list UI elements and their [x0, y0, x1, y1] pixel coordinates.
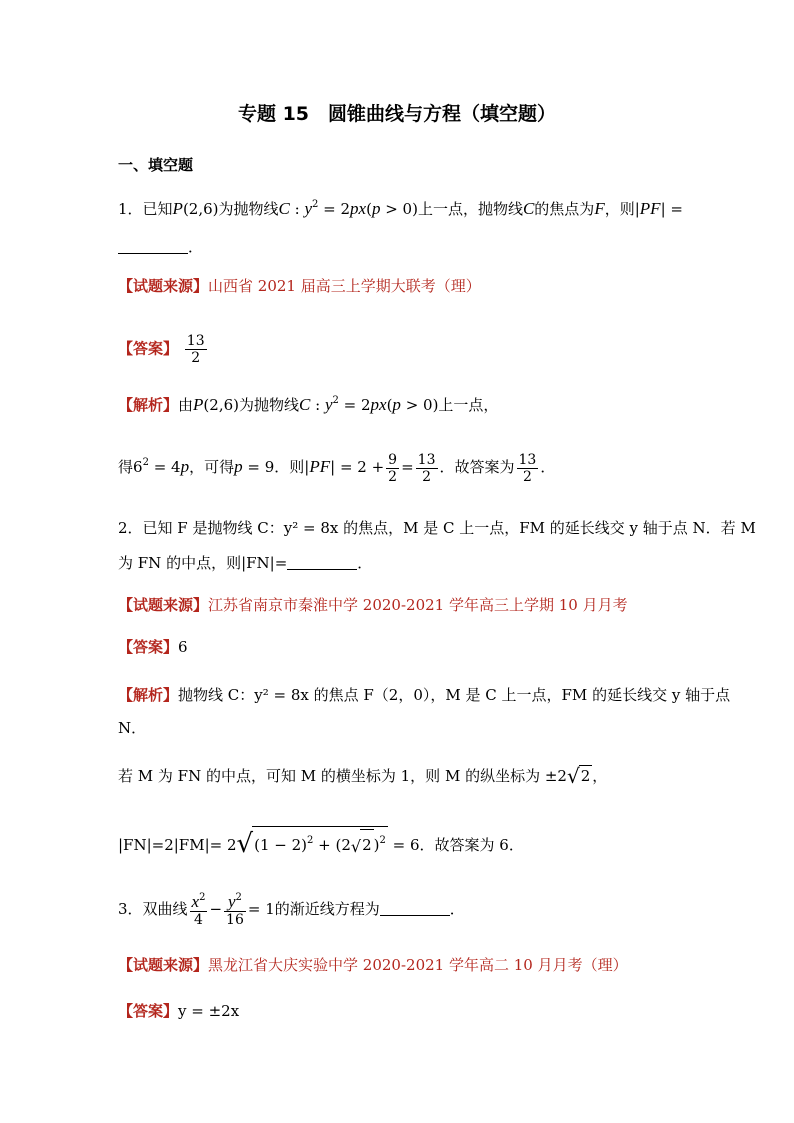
q2-stem-line1: 2．已知 F 是抛物线 C：y² = 8x 的焦点，M 是 C 上一点，FM 的延长线交 y 轴于点 N．若 M: [118, 519, 756, 537]
q2-analysis-line2: 若 M 为 FN 的中点，可知 M 的横坐标为 1，则 M 的纵坐标为 ±2√2 ，: [118, 764, 608, 788]
q2-answer: 【答案】6: [118, 638, 188, 656]
q2-analysis-line1: 【解析】抛物线 C：y² = 8x 的焦点 F（2，0），M 是 C 上一点，FM 的延长线交 y 轴于点: [118, 686, 731, 704]
q3-source: 【试题来源】黑龙江省大庆实验中学 2020-2021 学年高二 10 月月考（理）: [118, 956, 628, 974]
q1-analysis-line1: 【解析】由P(2,6)为抛物线C : $y^2 = 2px(p > 0)$上一点，: [118, 395, 499, 414]
q2-analysis-line1b: N．: [118, 719, 147, 737]
answer-blank: [118, 253, 188, 254]
q2-source: 【试题来源】江苏省南京市秦淮中学 2020-2021 学年高三上学期 10 月月考: [118, 596, 628, 614]
answer-fraction: $\frac{13}{2}$: [186, 333, 205, 366]
answer-blank: [287, 569, 357, 570]
answer-blank: [380, 915, 450, 916]
q3-answer: 【答案】y = ±2x: [118, 1002, 240, 1020]
q1-source: 【试题来源】山西省 2021 届高三上学期大联考（理）: [118, 277, 481, 295]
q1-stem: 1．已知P(2,6)为抛物线C : $y^2 = 2px(p > 0)$上一点，抛物线C的焦点为F，则|PF| =: [118, 199, 683, 218]
q1-blank-line: ．: [118, 237, 203, 257]
q2-analysis-line3: $|FN|=2|FM|= 2√(1 - 2)^2 + (2√2$ )$^2$ = 6．故答案为 6．: [118, 826, 524, 862]
q2-stem-line2: 为 FN 的中点，则|FN|= ．: [118, 554, 373, 572]
q3-stem: 3．双曲线 $\frac{x^2}{4}$ − $\frac{y^2}{16}$ = 1的渐近线方程为 ．: [118, 892, 465, 928]
section-heading: 一、填空题: [118, 156, 194, 174]
q1-answer: 【答案】 $\frac{13}{2}$: [118, 333, 205, 366]
page-title: 专题 15 圆锥曲线与方程（填空题）: [237, 103, 557, 125]
q1-analysis-line2: 得$6^2 = 4p$，可得p = 9．则|PF| = 2 + $\frac{9}{2}$ = $\frac{13}{2}$ ．故答案为 $\frac{13}{2}$ ．: [118, 451, 556, 485]
